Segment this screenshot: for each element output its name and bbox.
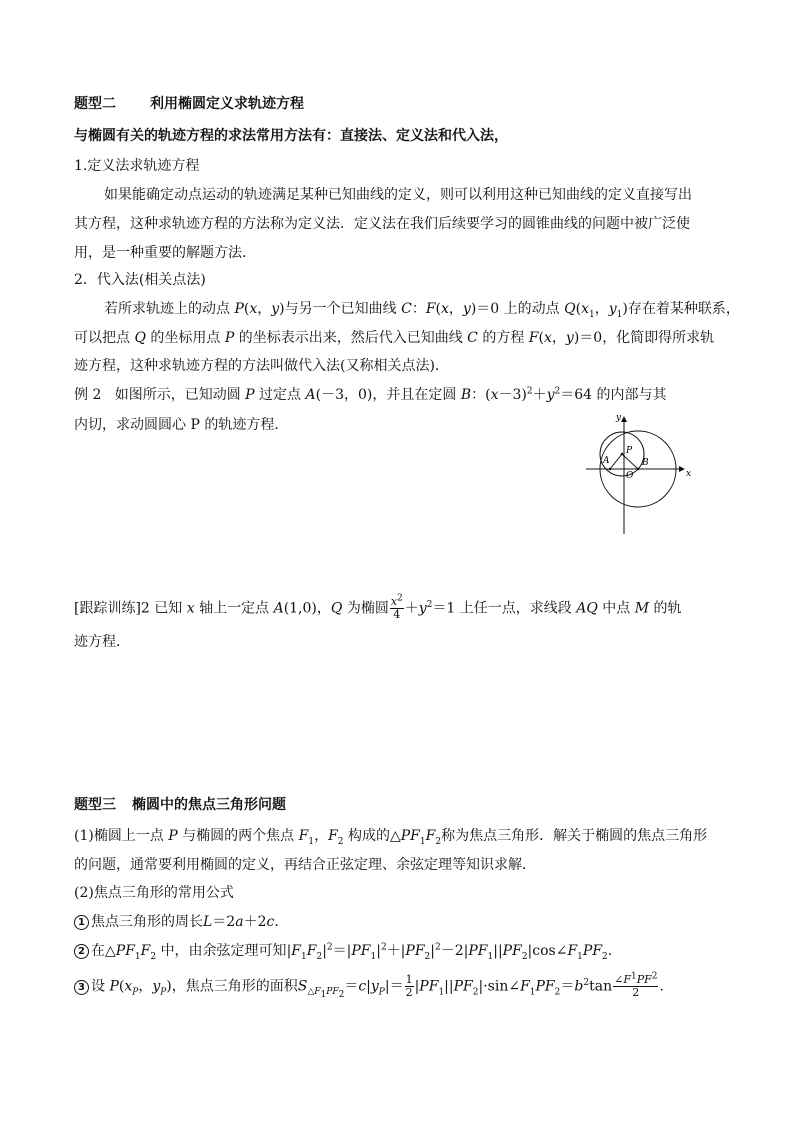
- method1-paragraph-line1: 如果能确定动点运动的轨迹满足某种已知曲线的定义，则可以利用这种已知曲线的定义直接写出: [104, 187, 692, 203]
- label-b: B: [642, 458, 649, 468]
- point-a: [609, 468, 612, 471]
- section3-heading: 题型三 椭圆中的焦点三角形问题: [74, 797, 286, 813]
- section3-paragraph1-line1: (1)椭圆上一点 P 与椭圆的两个焦点 $F_1$，$F_2$ 构成的$\triangle PF_1F_2$称为焦点三角形．解关于椭圆的焦点三角形: [74, 828, 708, 847]
- method2-paragraph-line2: 可以把点 Q 的坐标用点 P 的坐标表示出来，然后代入已知曲线 C 的方程 F(x，y)＝0，化简即得所求轨: [74, 330, 715, 346]
- section3-paragraph1-line2: 的问题，通常要利用椭圆的定义，再结合正弦定理、余弦定理等知识求解．: [74, 857, 536, 873]
- example2-line1: 例 2 如图所示，已知动圆 P 过定点 A(－3，0)，并且在定圆 B：$(x-3)^2+y^2=64$ 的内部与其: [74, 386, 667, 403]
- fraction-x2-over-4: $\frac{x^2}{4}$: [390, 593, 403, 621]
- section2-heading: 题型二 利用椭圆定义求轨迹方程: [74, 96, 304, 112]
- example2-line2: 内切，求动圆圆心 P 的轨迹方程．: [74, 417, 289, 433]
- tracking-exercise-line1: [跟踪训练]2 已知 x 轴上一定点 A(1,0)，Q 为椭圆 $\frac{x^2}{4}$ $+y^2=1$ 上任一点，求线段 AQ 中点 M 的轨: [74, 593, 682, 621]
- label-y: y: [616, 413, 622, 423]
- circled-number-3: 3: [74, 980, 89, 995]
- section2-intro: 与椭圆有关的轨迹方程的求法常用方法有：直接法、定义法和代入法，: [74, 128, 508, 144]
- method1-paragraph-line2: 其方程，这种求轨迹方程的方法称为定义法．定义法在我们后续要学习的圆锥曲线的问题中被广泛使: [74, 216, 690, 232]
- section3-paragraph2: (2)焦点三角形的常用公式: [74, 885, 234, 901]
- fraction-half-angle: $\frac{\angle F^1PF^2}{2}$: [614, 971, 658, 999]
- tracking-exercise-line2: 迹方程．: [74, 634, 130, 650]
- point-b: [637, 468, 640, 471]
- formula-3: 3 设 $P(x_P$，$y_P$)，焦点三角形的面积$S_{\triangle F_1PF_2}=c|y_P|=$ $\frac{1}{2}$ $|PF_1||PF_2|\cdot\sin\angle F_1PF_2=b^2\tan$ $\frac{\angle F^1PF^2}{2}$ .: [74, 974, 664, 999]
- label-o: O: [626, 471, 634, 481]
- method1-paragraph-line3: 用，是一种重要的解题方法．: [74, 245, 256, 261]
- method2-paragraph-line1: 若所求轨迹上的动点 P(x，y)与另一个已知曲线 C：F(x，y)＝0 上的动点 $Q(x_1$，$y_1$)存在着某种联系，: [104, 301, 740, 320]
- label-x: x: [686, 469, 692, 479]
- method1-title: 1.定义法求轨迹方程: [74, 158, 200, 174]
- method2-paragraph-line3: 迹方程，这种求轨迹方程的方法叫做代入法(又称相关点法)．: [74, 358, 449, 374]
- fraction-one-half: $\frac{1}{2}$: [405, 973, 413, 999]
- method2-title: 2．代入法(相关点法): [74, 272, 206, 288]
- circles-figure: [586, 412, 690, 536]
- circled-number-1: 1: [74, 915, 89, 930]
- segment-ap: [610, 454, 622, 469]
- circled-number-2: 2: [74, 944, 89, 959]
- label-p: P: [626, 446, 633, 456]
- formula-2: 2 在$\triangle PF_1F_2$ 中，由余弦定理可知$|F_1F_2|^2=|PF_1|^2+|PF_2|^2-2|PF_1||PF_2|\cos\angle F_1PF_2$.: [74, 941, 612, 961]
- formula-1: 1 焦点三角形的周长L＝2a＋2c.: [74, 912, 279, 932]
- label-a: A: [603, 456, 610, 466]
- point-p: [621, 453, 624, 456]
